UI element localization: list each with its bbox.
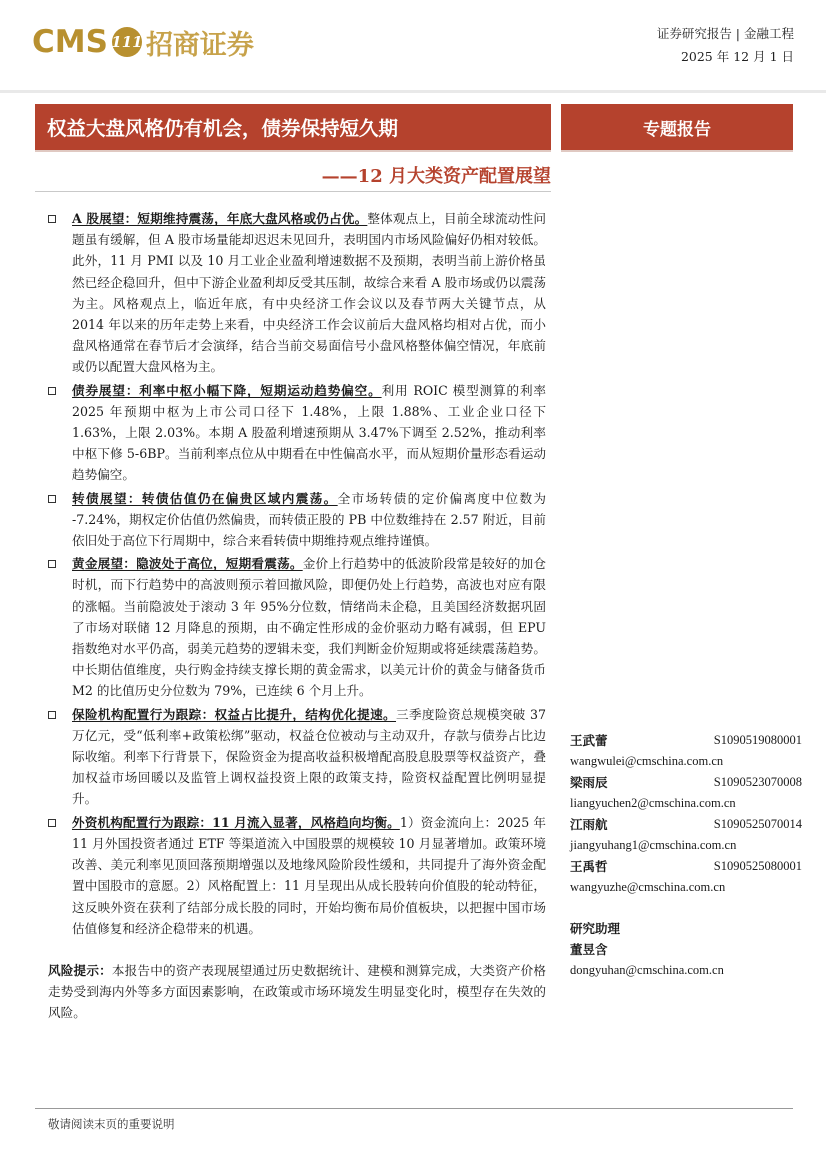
logo-emblem-icon: 111 (112, 27, 142, 57)
analyst-entry (570, 730, 802, 772)
footer-note: 敬请阅读末页的重要说明 (48, 1117, 175, 1131)
section-text: 利用 ROIC 模型测算的利率 2025 年预期中枢为上市公司口径下 1.48%，上限 1.88%、工业企业口径下 1.63%，上限 2.03%。本期 A 股盈利增速预期从 3.47%下调至 2.52%，推动利率中枢下修 5-6BP。当前利率点位从中期看在中性偏高水平，而从短期价量形态看运动趋势偏空。 (72, 382, 547, 483)
section-text: 整体观点上，目前全球流动性问题虽有缓解，但 A 股市场量能却迟迟未见回升，表明国内市场风险偏好仍相对较低。此外，11 月 PMI 以及 10 月工业企业盈利增速数据不及预期，表明当前上游价格虽然已经企稳回升，但中下游企业盈利却反受其压制，故综合来看 A 股市场或仍以震荡为主。风格观点上，临近年底，有中央经济工作会议以及春节两大关键节点，从 2014 年以来的历年走势上来看，中央经济工作会议前后大盘风格均相对占优，而小盘风格通常在春节后才会演绎，结合当前交易面信号小盘风格整体偏空情况，年底前或仍以配置大盘风格为主。 (72, 211, 547, 375)
analyst-cert-code: S1090523070008 (713, 775, 802, 789)
section-insurance (48, 704, 546, 810)
section-heading: 债券展望：利率中枢小幅下降，短期运动趋势偏空。 (72, 382, 382, 398)
section-a-share (48, 208, 546, 378)
analyst-email[interactable]: jiangyuhang1@cmschina.com.cn (570, 838, 737, 852)
analyst-entry (570, 856, 802, 898)
logo-company-name: 招商证券 (145, 29, 254, 61)
analyst-entry (570, 772, 802, 814)
analyst-cert-code: S1090525080001 (713, 859, 802, 873)
checkbox-bullet-icon (48, 819, 56, 827)
assistant-label: 研究助理 (570, 921, 621, 936)
checkbox-bullet-icon (48, 560, 56, 568)
logo-cms-text: CMS (32, 24, 108, 60)
assistant-name: 董昱含 (570, 942, 608, 957)
section-text: 金价上行趋势中的低波阶段常是较好的加仓时机，而下行趋势中的高波则预示着回撤风险，即便仍处上行趋势，高波也对应有限的涨幅。当前隐波处于滚动 3 年 95%分位数，情绪尚未企稳，且美国经济数据巩固了市场对联储 12 月降息的预期，由不确定性形成的金价驱动力略有减弱，但 EPU 指数绝对水平仍高，弱美元趋势的逻辑未变，我们判断金价短期或将延续震荡趋势。中长期估值维度，央行购金持续支撑长期的黄金需求，以美元计价的黄金与储备货币 M2 的比值历史分位数为 79%，已连续 6 个月上升。 (72, 556, 547, 699)
section-gold (48, 553, 546, 701)
assistant-email[interactable]: dongyuhan@cmschina.com.cn (570, 963, 724, 977)
risk-text: 本报告中的资产表现展望通过历史数据统计、建模和测算完成，大类资产价格走势受到海内外等多方面因素影响，在政策或市场环境发生明显变化时，模型存在失效的风险。 (48, 963, 547, 1021)
analyst-name: 江雨航 (570, 817, 608, 832)
section-heading: 转债展望：转债估值仍在偏贵区域内震荡。 (72, 490, 338, 506)
analyst-name: 梁雨辰 (570, 775, 608, 790)
summary-body (48, 208, 546, 941)
analyst-panel (570, 730, 802, 981)
section-heading: A 股展望：短期维持震荡，年底大盘风格或仍占优。 (72, 211, 368, 226)
risk-heading: 风险提示： (48, 963, 112, 978)
footer-divider (35, 1108, 793, 1109)
analyst-cert-code: S1090519080001 (713, 733, 802, 747)
checkbox-bullet-icon (48, 387, 56, 395)
section-heading: 黄金展望：隐波处于高位，短期看震荡。 (72, 556, 303, 572)
analyst-email[interactable]: wangwulei@cmschina.com.cn (570, 754, 724, 768)
section-foreign (48, 812, 546, 939)
title-underline (35, 150, 551, 152)
checkbox-bullet-icon (48, 495, 56, 503)
analyst-name: 王武蕾 (570, 733, 608, 748)
analyst-email[interactable]: wangyuzhe@cmschina.com.cn (570, 880, 726, 894)
checkbox-bullet-icon (48, 711, 56, 719)
report-type: 证券研究报告 | 金融工程 (656, 26, 794, 41)
report-title: 权益大盘风格仍有机会，债券保持短久期 (35, 104, 551, 150)
report-meta (657, 22, 794, 68)
report-date: 2025 年 12 月 1 日 (680, 49, 794, 64)
analyst-cert-code: S1090525070014 (713, 817, 802, 831)
section-heading: 保险机构配置行为跟踪：权益占比提升，结构优化提速。 (72, 706, 397, 722)
checkbox-bullet-icon (48, 215, 56, 223)
analyst-email[interactable]: liangyuchen2@cmschina.com.cn (570, 796, 736, 810)
section-text: 全市场转债的定价偏离度中位数为 -7.24%，期权定价估值仍然偏贵，而转债正股的 PB 中位数维持在 2.57 附近，目前依旧处于高位下行周期中，综合来看转债中期维持观点维持谨慎。 (72, 490, 547, 549)
section-bond (48, 380, 546, 486)
tag-underline (561, 150, 793, 152)
report-category-tag: 专题报告 (561, 104, 793, 150)
header-divider (0, 90, 826, 93)
brand-logo (32, 22, 254, 62)
section-text: 三季度险资总规模突破 37 万亿元，受“低利率+政策松绑”驱动，权益仓位被动与主动双升，存款与债券占比边际收缩。利率下行背景下，保险资金为提高收益积极增配高股息股票等权益资产，叠加权益市场回暖以及监管上调权益投资上限的政策支持，险资权益配置比例明显提升。 (72, 706, 547, 807)
analyst-name: 王禹哲 (570, 859, 608, 874)
subtitle-divider (35, 191, 551, 192)
risk-warning (48, 960, 546, 1024)
section-convertible (48, 488, 546, 552)
section-text: 1）资金流向上：2025 年 11 月外国投资者通过 ETF 等渠道流入中国股票的规模较 10 月显著增加。政策环境改善、美元利率见顶回落预期增强以及地缘风险阶段性缓和，共同提升了海外资金配置中国股市的意愿。2）风格配置上：11 月呈现出从成长股转向价值股的轮动特征，这反映外资在获利了结部分成长股的同时，开始均衡布局价值板块，以把握中国市场估值修复和经济企稳带来的机遇。 (72, 814, 546, 936)
report-subtitle: ——12 月大类资产配置展望 (321, 166, 551, 187)
analyst-entry (570, 814, 802, 856)
section-heading: 外资机构配置行为跟踪：11 月流入显著，风格趋向均衡。 (72, 814, 400, 830)
assistant-entry (570, 918, 802, 981)
